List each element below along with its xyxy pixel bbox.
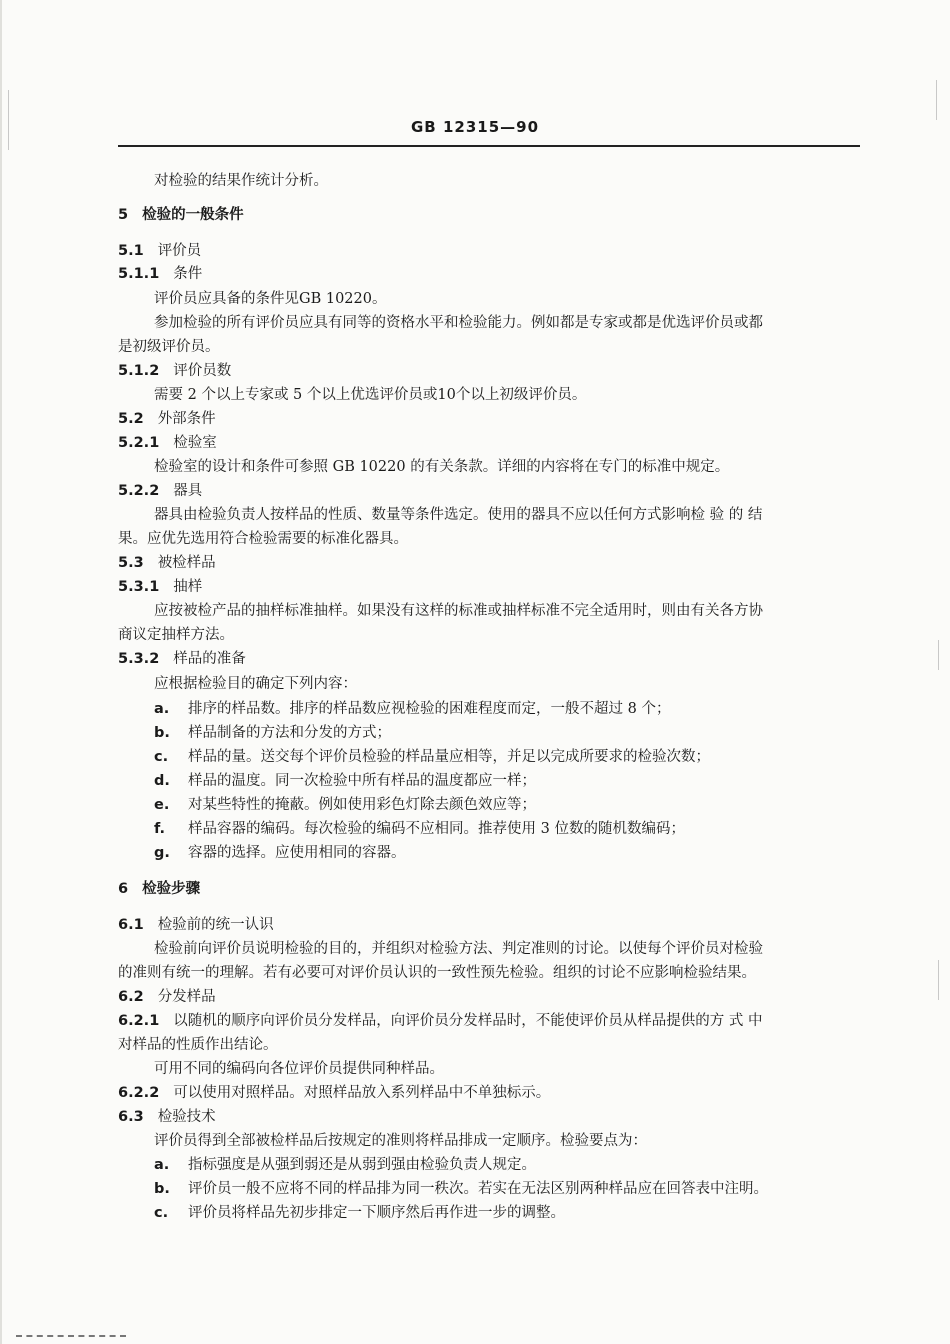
standard-code-header: GB 12315—90 (410, 118, 540, 136)
text-line: 果。应优先选用符合检验需要的标准化器具。 (118, 531, 408, 547)
text-line: 参加检验的所有评价员应具有同等的资格水平和检验能力。例如都是专家或都是优选评价员或都 (154, 315, 763, 331)
list-item: b. 评价员一般不应将不同的样品排为同一秩次。若实在无法区别两种样品应在回答表中注明。 (154, 1181, 768, 1197)
section-heading: 5.1.2 评价员数 (118, 363, 232, 379)
section-heading: 5.2 外部条件 (118, 411, 216, 427)
scan-edge (0, 0, 2, 1344)
text-line: 检验室的设计和条件可参照 GB 10220 的有关条款。详细的内容将在专门的标准中规定。 (154, 459, 730, 475)
text-line: 对检验的结果作统计分析。 (154, 173, 328, 189)
text-line: 检验前向评价员说明检验的目的，并组织对检验方法、判定准则的讨论。以使每个评价员对检验 (154, 941, 763, 957)
text-line: 应根据检验目的确定下列内容： (154, 676, 357, 692)
header-rule (118, 145, 860, 147)
text-line: 需要 2 个以上专家或 5 个以上优选评价员或10个以上初级评价员。 (154, 387, 587, 403)
section-heading: 6.2.2 可以使用对照样品。对照样品放入系列样品中不单独标示。 (118, 1085, 551, 1101)
section-heading: 5.1.1 条件 (118, 266, 203, 282)
section-heading: 5.2.2 器具 (118, 483, 203, 499)
section-heading: 5.3.1 抽样 (118, 579, 203, 595)
text-line: 是初级评价员。 (118, 339, 220, 355)
text-line: 评价员得到全部被检样品后按规定的准则将样品排成一定顺序。检验要点为： (154, 1133, 647, 1149)
text-line: 器具由检验负责人按样品的性质、数量等条件选定。使用的器具不应以任何方式影响检 验 的 结 (154, 507, 763, 523)
list-item: e. 对某些特性的掩蔽。例如使用彩色灯除去颜色效应等； (154, 797, 536, 813)
scan-bottom-edge (16, 1335, 126, 1338)
margin-mark (938, 640, 939, 670)
text-line: 商议定抽样方法。 (118, 627, 234, 643)
section-heading: 6.3 检验技术 (118, 1109, 216, 1125)
text-line: 对样品的性质作出结论。 (118, 1037, 278, 1053)
text-line: 评价员应具备的条件见GB 10220。 (154, 291, 387, 307)
text-line: 可用不同的编码向各位评价员提供同种样品。 (154, 1061, 444, 1077)
list-item: f. 样品容器的编码。每次检验的编码不应相同。推荐使用 3 位数的随机数编码； (154, 821, 685, 837)
section-heading: 6 检验步骤 (118, 881, 201, 897)
section-heading: 5.2.1 检验室 (118, 435, 217, 451)
margin-mark (938, 960, 939, 1000)
section-heading: 6.2 分发样品 (118, 989, 216, 1005)
section-heading: 5.3.2 样品的准备 (118, 651, 246, 667)
text-line: 应按被检产品的抽样标准抽样。如果没有这样的标准或抽样标准不完全适用时，则由有关各方协 (154, 603, 763, 619)
section-heading: 5.3 被检样品 (118, 555, 216, 571)
section-heading: 5 检验的一般条件 (118, 207, 244, 223)
section-heading: 6.2.1 以随机的顺序向评价员分发样品，向评价员分发样品时，不能使评价员从样品提供的方 式 中 (118, 1013, 763, 1029)
list-item: d. 样品的温度。同一次检验中所有样品的温度都应一样； (154, 773, 536, 789)
margin-mark (936, 80, 937, 120)
list-item: b. 样品制备的方法和分发的方式； (154, 725, 391, 741)
list-item: c. 评价员将样品先初步排定一下顺序然后再作进一步的调整。 (154, 1205, 565, 1221)
list-item: g. 容器的选择。应使用相同的容器。 (154, 845, 406, 861)
list-item: a. 排序的样品数。排序的样品数应视检验的困难程度而定，一般不超过 8 个； (154, 701, 671, 717)
text-line: 的准则有统一的理解。若有必要可对评价员认识的一致性预先检验。组织的讨论不应影响检验结果。 (118, 965, 756, 981)
list-item: c. 样品的量。送交每个评价员检验的样品量应相等，并足以完成所要求的检验次数； (154, 749, 710, 765)
list-item: a. 指标强度是从强到弱还是从弱到强由检验负责人规定。 (154, 1157, 536, 1173)
section-heading: 5.1 评价员 (118, 243, 202, 259)
section-heading: 6.1 检验前的统一认识 (118, 917, 274, 933)
